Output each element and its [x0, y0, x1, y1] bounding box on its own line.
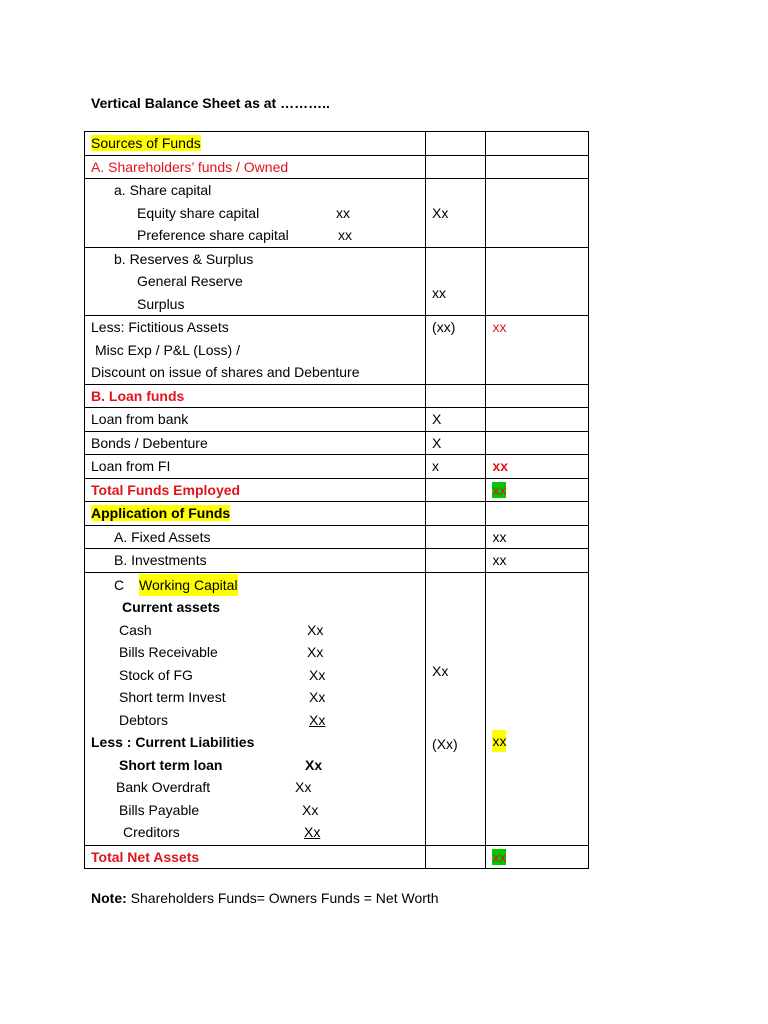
- short-term-loan-value: Xx: [305, 756, 323, 773]
- reserves-label: b. Reserves & Surplus: [114, 250, 254, 267]
- stock-label: Stock of FG: [119, 666, 193, 683]
- table-row: [85, 502, 589, 526]
- investments-label: B. Investments: [114, 552, 207, 568]
- fictitious-assets-label: Less: Fictitious Assets: [91, 319, 229, 335]
- table-row: [85, 478, 589, 502]
- investments-value: xx: [486, 549, 589, 573]
- table-row: [85, 155, 589, 179]
- cash-label: Cash: [119, 621, 152, 638]
- table-row: [85, 455, 589, 479]
- table-row: [85, 408, 589, 432]
- current-assets-total: Xx: [432, 662, 449, 679]
- table-row: [85, 384, 589, 408]
- preference-share-capital-value: xx: [338, 227, 352, 243]
- share-capital-total: Xx: [426, 179, 486, 248]
- balance-sheet-table: [84, 131, 589, 869]
- document-title: Vertical Balance Sheet as at ………..: [91, 95, 330, 111]
- table-row: [85, 179, 589, 248]
- surplus-label: Surplus: [137, 295, 185, 312]
- bank-overdraft-value: Xx: [295, 779, 312, 795]
- debtors-label: Debtors: [119, 711, 169, 728]
- misc-exp-label: Misc Exp / P&L (Loss) /: [95, 341, 240, 358]
- creditors-label: Creditors: [123, 824, 180, 840]
- short-term-invest-value: Xx: [309, 689, 326, 705]
- loan-funds-total: xx: [486, 455, 589, 479]
- total-funds-employed-label: Total Funds Employed: [85, 478, 426, 502]
- current-liabilities-label: Less : Current Liabilities: [91, 734, 255, 750]
- note-label: Note:: [91, 890, 127, 906]
- loan-from-bank-value: X: [426, 408, 486, 432]
- footnote: [91, 890, 439, 906]
- table-row: [85, 431, 589, 455]
- equity-share-capital-value: xx: [336, 204, 350, 221]
- loan-from-fi-label: Loan from FI: [85, 455, 426, 479]
- table-row: [85, 132, 589, 156]
- fixed-assets-value: xx: [486, 525, 589, 549]
- shareholders-funds-heading: A. Shareholders’ funds / Owned: [85, 155, 426, 179]
- bills-payable-label: Bills Payable: [119, 801, 200, 818]
- note-text: Shareholders Funds= Owners Funds = Net Worth: [126, 890, 439, 906]
- debtors-value: Xx: [309, 711, 326, 728]
- table-row: [85, 845, 589, 869]
- application-heading: Application of Funds: [91, 505, 231, 521]
- table-row: [85, 549, 589, 573]
- bonds-label: Bonds / Debenture: [85, 431, 426, 455]
- bills-receivable-value: Xx: [307, 644, 324, 660]
- discount-label: Discount on issue of shares and Debenture: [91, 364, 360, 380]
- equity-share-capital-label: Equity share capital: [137, 204, 260, 221]
- current-assets-label: Current assets: [122, 599, 221, 615]
- general-reserve-label: General Reserve: [137, 273, 243, 289]
- working-capital-prefix: C: [114, 576, 125, 593]
- working-capital-label: Working Capital: [139, 574, 238, 597]
- working-capital-total: xx: [492, 730, 506, 753]
- stock-value: Xx: [309, 666, 326, 683]
- loan-from-bank-label: Loan from bank: [85, 408, 426, 432]
- sources-heading: Sources of Funds: [91, 135, 201, 151]
- table-row: [85, 316, 589, 385]
- short-term-invest-label: Short term Invest: [119, 689, 226, 705]
- total-net-assets-value: xx: [492, 848, 507, 865]
- total-funds-employed-value: xx: [492, 481, 507, 498]
- bills-payable-value: Xx: [302, 801, 319, 818]
- cash-value: Xx: [307, 621, 324, 638]
- fictitious-assets-col2: (xx): [426, 316, 486, 385]
- fixed-assets-label: A. Fixed Assets: [114, 528, 211, 545]
- current-liabilities-total: (Xx): [432, 735, 458, 752]
- table-row: [85, 525, 589, 549]
- bills-receivable-label: Bills Receivable: [119, 644, 218, 660]
- table-row: [85, 572, 589, 845]
- creditors-value: Xx: [304, 824, 321, 840]
- preference-share-capital-label: Preference share capital: [137, 227, 289, 243]
- table-row: [85, 247, 589, 316]
- share-capital-label: a. Share capital: [114, 182, 212, 198]
- bank-overdraft-label: Bank Overdraft: [116, 779, 211, 795]
- loan-funds-heading: B. Loan funds: [85, 384, 426, 408]
- loan-from-fi-value: x: [426, 455, 486, 479]
- shareholders-funds-total: xx: [486, 316, 589, 385]
- reserves-total: xx: [432, 285, 447, 301]
- short-term-loan-label: Short term loan: [119, 756, 223, 773]
- total-net-assets-label: Total Net Assets: [85, 845, 426, 869]
- bonds-value: X: [426, 431, 486, 455]
